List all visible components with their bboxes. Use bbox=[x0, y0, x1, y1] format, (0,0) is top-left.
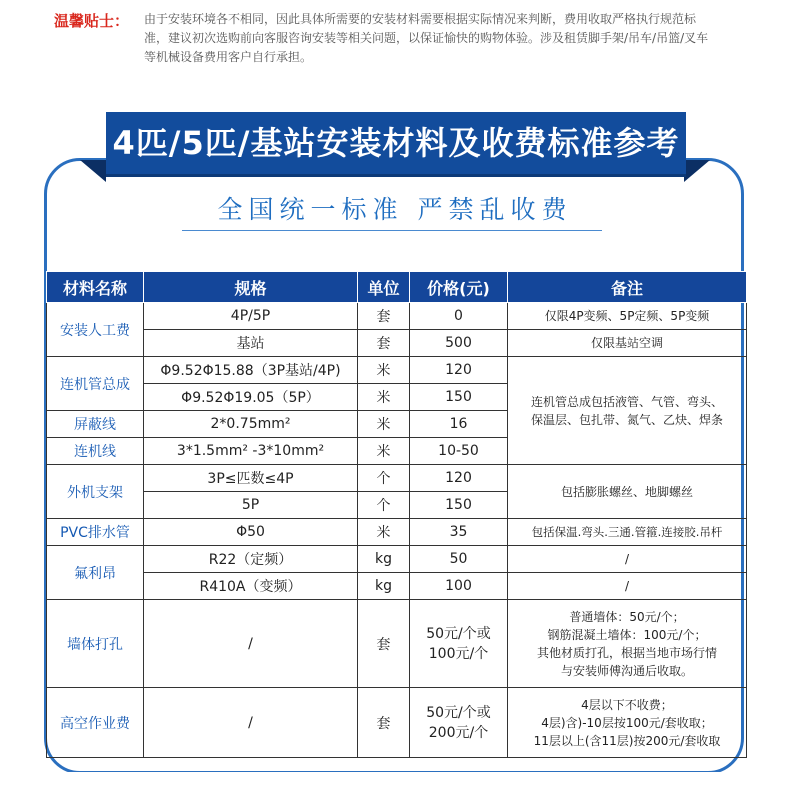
unit-cell: 个 bbox=[358, 492, 410, 519]
price-cell: 150 bbox=[410, 492, 508, 519]
material-name: 屏蔽线 bbox=[47, 411, 144, 438]
header-price: 价格(元) bbox=[410, 272, 508, 303]
page-title: 4匹/5匹/基站安装材料及收费标准参考 bbox=[112, 124, 680, 162]
price-cell: 100 bbox=[410, 573, 508, 600]
table-row bbox=[47, 357, 747, 384]
spec-cell: Φ9.52Φ19.05（5P） bbox=[144, 384, 358, 411]
unit-cell: 米 bbox=[358, 438, 410, 465]
price-cell: 10-50 bbox=[410, 438, 508, 465]
unit-cell: 米 bbox=[358, 384, 410, 411]
price-cell: 120 bbox=[410, 465, 508, 492]
table-row bbox=[47, 519, 747, 546]
material-name: 氟利昂 bbox=[47, 546, 144, 600]
price-table bbox=[46, 271, 747, 758]
unit-cell: 米 bbox=[358, 357, 410, 384]
note-cell: / bbox=[508, 573, 747, 600]
price-cell: 500 bbox=[410, 330, 508, 357]
unit-cell: 套 bbox=[358, 600, 410, 688]
spec-cell: 3*1.5mm² -3*10mm² bbox=[144, 438, 358, 465]
price-cell: 120 bbox=[410, 357, 508, 384]
header-note: 备注 bbox=[508, 272, 747, 303]
material-name: 安装人工费 bbox=[47, 303, 144, 357]
spec-cell: R22（定频） bbox=[144, 546, 358, 573]
unit-cell: 个 bbox=[358, 465, 410, 492]
table-header-row bbox=[47, 272, 747, 303]
table-row bbox=[47, 546, 747, 573]
header-spec: 规格 bbox=[144, 272, 358, 303]
price-cell bbox=[410, 688, 508, 758]
note-cell: 包括膨胀螺丝、地脚螺丝 bbox=[508, 465, 747, 519]
table-row bbox=[47, 330, 747, 357]
price-cell: 35 bbox=[410, 519, 508, 546]
spec-cell: 基站 bbox=[144, 330, 358, 357]
material-name: 外机支架 bbox=[47, 465, 144, 519]
note-line: 与安装师傅沟通后收取。 bbox=[560, 663, 693, 678]
unit-cell: 套 bbox=[358, 303, 410, 330]
note-cell: 仅限4P变频、5P定频、5P变频 bbox=[508, 303, 747, 330]
table-row bbox=[47, 573, 747, 600]
header-material-name: 材料名称 bbox=[47, 272, 144, 303]
price-line: 50元/个或 bbox=[426, 625, 491, 642]
price-cell: 16 bbox=[410, 411, 508, 438]
unit-cell: 米 bbox=[358, 519, 410, 546]
spec-cell: 5P bbox=[144, 492, 358, 519]
spec-cell: R410A（变频） bbox=[144, 573, 358, 600]
table-row bbox=[47, 303, 747, 330]
table-row bbox=[47, 600, 747, 688]
material-name: 高空作业费 bbox=[47, 688, 144, 758]
price-cell: 50 bbox=[410, 546, 508, 573]
header-unit: 单位 bbox=[358, 272, 410, 303]
note-cell: 仅限基站空调 bbox=[508, 330, 747, 357]
price-cell bbox=[410, 600, 508, 688]
table-row bbox=[47, 465, 747, 492]
spec-cell: Φ9.52Φ15.88（3P基站/4P) bbox=[144, 357, 358, 384]
spec-cell: Φ50 bbox=[144, 519, 358, 546]
note-cell bbox=[508, 688, 747, 758]
price-cell: 0 bbox=[410, 303, 508, 330]
note-line: 4层)含)-10层按100元/套收取； bbox=[541, 715, 713, 730]
price-line: 200元/个 bbox=[428, 724, 489, 741]
unit-cell: kg bbox=[358, 546, 410, 573]
unit-cell: 米 bbox=[358, 411, 410, 438]
price-line: 100元/个 bbox=[428, 645, 489, 662]
material-name: 连机线 bbox=[47, 438, 144, 465]
notice bbox=[54, 10, 714, 67]
note-cell: 连机管总成包括液管、气管、弯头、保温层、包扎带、氮气、乙炔、焊条 bbox=[508, 357, 747, 465]
table-row bbox=[47, 688, 747, 758]
spec-cell: / bbox=[144, 688, 358, 758]
material-name: 连机管总成 bbox=[47, 357, 144, 411]
note-line: 钢筋混凝土墙体：100元/个； bbox=[547, 627, 707, 642]
banner-fold-right bbox=[684, 160, 710, 182]
price-cell: 150 bbox=[410, 384, 508, 411]
spec-cell: 4P/5P bbox=[144, 303, 358, 330]
notice-label: 温馨贴士： bbox=[54, 12, 130, 30]
note-line: 其他材质打孔，根据当地市场行情 bbox=[536, 645, 717, 660]
material-name: PVC排水管 bbox=[47, 519, 144, 546]
price-line: 50元/个或 bbox=[426, 704, 491, 721]
material-name: 墙体打孔 bbox=[47, 600, 144, 688]
unit-cell: kg bbox=[358, 573, 410, 600]
subtitle: 全国统一标准 严禁乱收费 bbox=[217, 195, 573, 224]
unit-cell: 套 bbox=[358, 330, 410, 357]
note-cell: / bbox=[508, 546, 747, 573]
spec-cell: 3P≤匹数≤4P bbox=[144, 465, 358, 492]
note-line: 4层以下不收费； bbox=[581, 697, 673, 712]
banner-fold-left bbox=[80, 160, 106, 182]
note-cell bbox=[508, 600, 747, 688]
note-cell: 包括保温.弯头.三通.管箍.连接胶.吊杆 bbox=[508, 519, 747, 546]
unit-cell: 套 bbox=[358, 688, 410, 758]
note-line: 11层以上(含11层)按200元/套收取 bbox=[533, 733, 721, 748]
spec-cell: 2*0.75mm² bbox=[144, 411, 358, 438]
spec-cell: / bbox=[144, 600, 358, 688]
notice-text: 由于安装环境各不相同，因此具体所需要的安装材料需要根据实际情况来判断，费用收取严格执行规范标准，建议初次选购前向客服咨询安装等相关问题，以保证愉快的购物体验。涉及租赁脚手架/吊车/吊篮/叉车等机械设备费用客户自行承担。 bbox=[144, 12, 709, 64]
note-line: 普通墙体：50元/个； bbox=[569, 609, 685, 624]
